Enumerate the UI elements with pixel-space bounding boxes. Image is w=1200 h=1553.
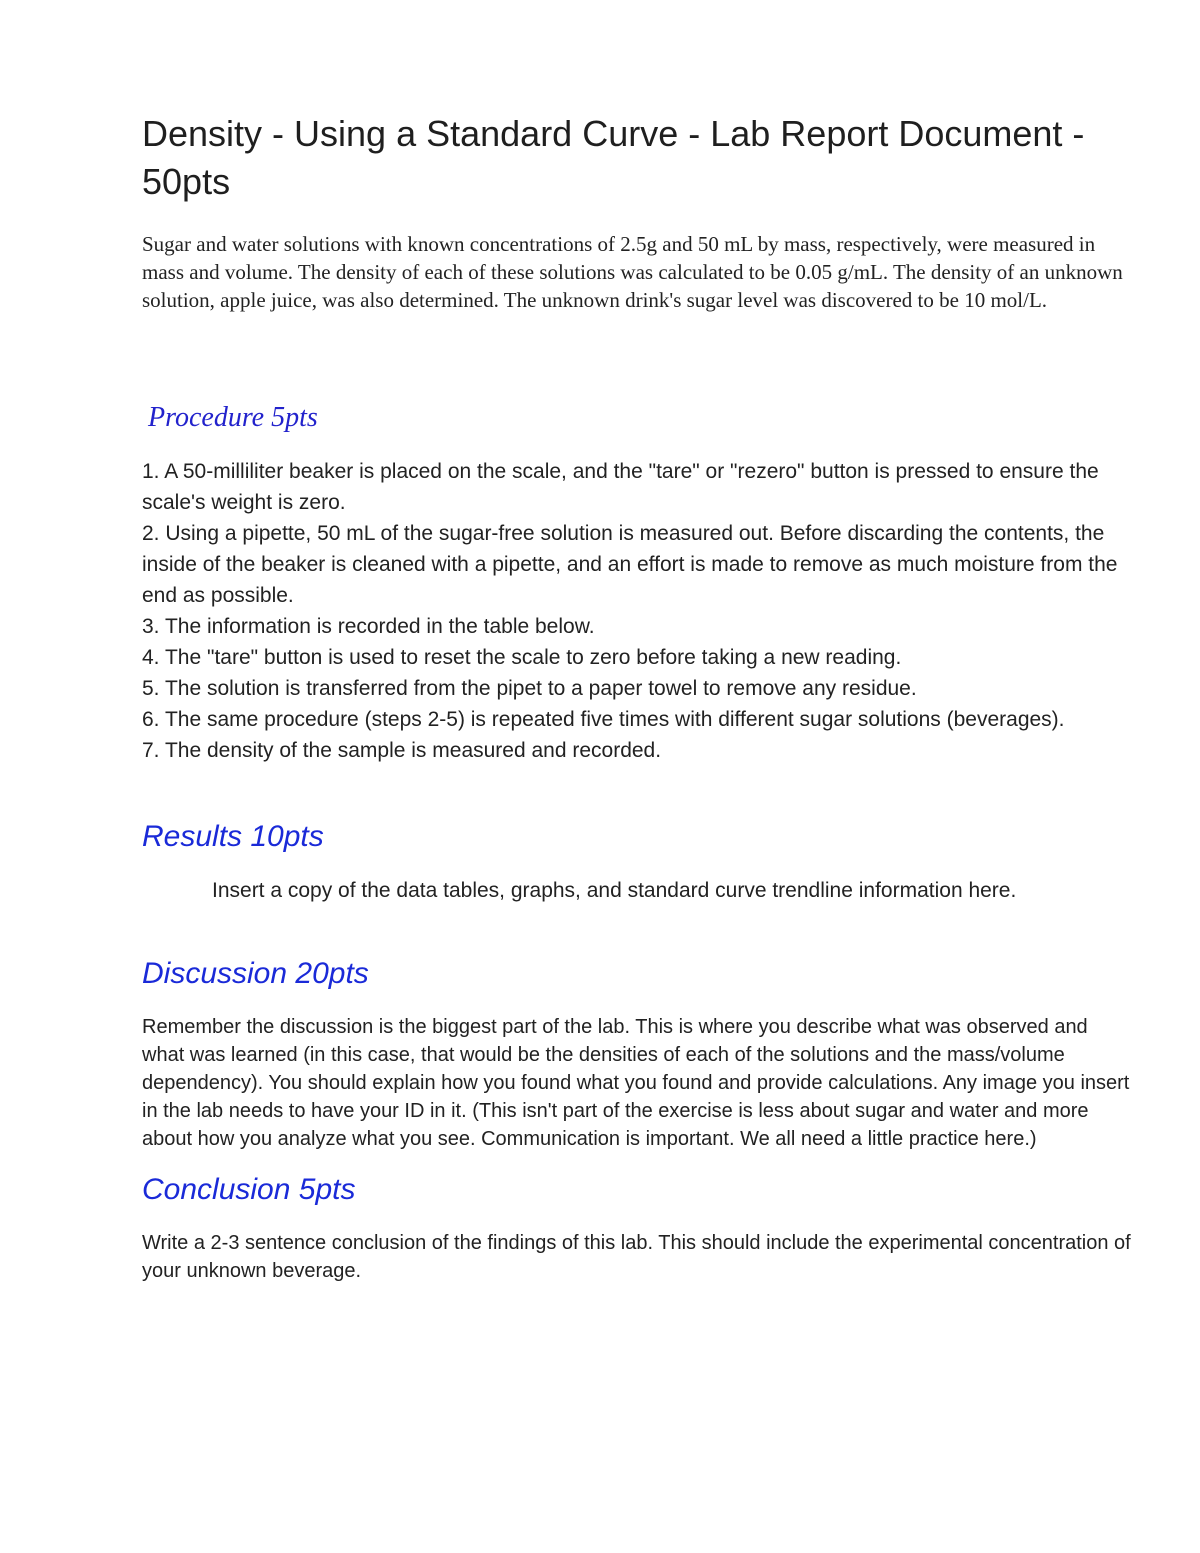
conclusion-paragraph: Write a 2-3 sentence conclusion of the findings of this lab. This should include the experimental concentration of your unknown beverage.	[142, 1232, 1131, 1282]
results-paragraph: Insert a copy of the data tables, graphs, and standard curve trendline information here.	[212, 879, 1017, 902]
procedure-step: 5. The solution is transferred from the pipet to a paper towel to remove any residue.	[142, 677, 917, 700]
procedure-step: 6. The same procedure (steps 2-5) is repeated five times with different sugar solutions (beverages).	[142, 708, 1065, 731]
procedure-step: 2. Using a pipette, 50 mL of the sugar-free solution is measured out. Before discarding the contents, the inside of the beaker is cleaned with a pipette, and an effort is made to remove as much moisture from the end as possible.	[142, 522, 1118, 607]
procedure-step: 1. A 50-milliliter beaker is placed on the scale, and the "tare" or "rezero" button is pressed to ensure the scale's weight is zero.	[142, 460, 1099, 514]
procedure-step: 3. The information is recorded in the table below.	[142, 615, 595, 638]
procedure-step: 4. The "tare" button is used to reset the scale to zero before taking a new reading.	[142, 646, 902, 669]
document-page	[142, 110, 1132, 1285]
procedure-heading: Procedure 5pts	[148, 402, 318, 433]
discussion-heading: Discussion 20pts	[142, 957, 369, 990]
procedure-step: 7. The density of the sample is measured and recorded.	[142, 739, 662, 762]
conclusion-heading: Conclusion 5pts	[142, 1173, 356, 1206]
procedure-steps-list	[142, 456, 1132, 766]
abstract-paragraph: Sugar and water solutions with known concentrations of 2.5g and 50 mL by mass, respectively, were measured in mass and volume. The density of each of these solutions was calculated to be 0.05 g/mL. The density of an unknown solution, apple juice, was also determined. The unknown drink's sugar level was discovered to be 10 mol/L.	[142, 232, 1123, 312]
document-title: Density - Using a Standard Curve - Lab Report Document - 50pts	[142, 113, 1085, 202]
discussion-paragraph: Remember the discussion is the biggest part of the lab. This is where you describe what was observed and what was learned (in this case, that would be the densities of each of the solutions and the mass/volume dependency). You should explain how you found what you found and provide calculations. Any image you insert in the lab needs to have your ID in it. (This isn't part of the exercise is less about sugar and water and more about how you analyze what you see. Communication is important. We all need a little practice here.)	[142, 1016, 1130, 1150]
results-heading: Results 10pts	[142, 820, 324, 853]
